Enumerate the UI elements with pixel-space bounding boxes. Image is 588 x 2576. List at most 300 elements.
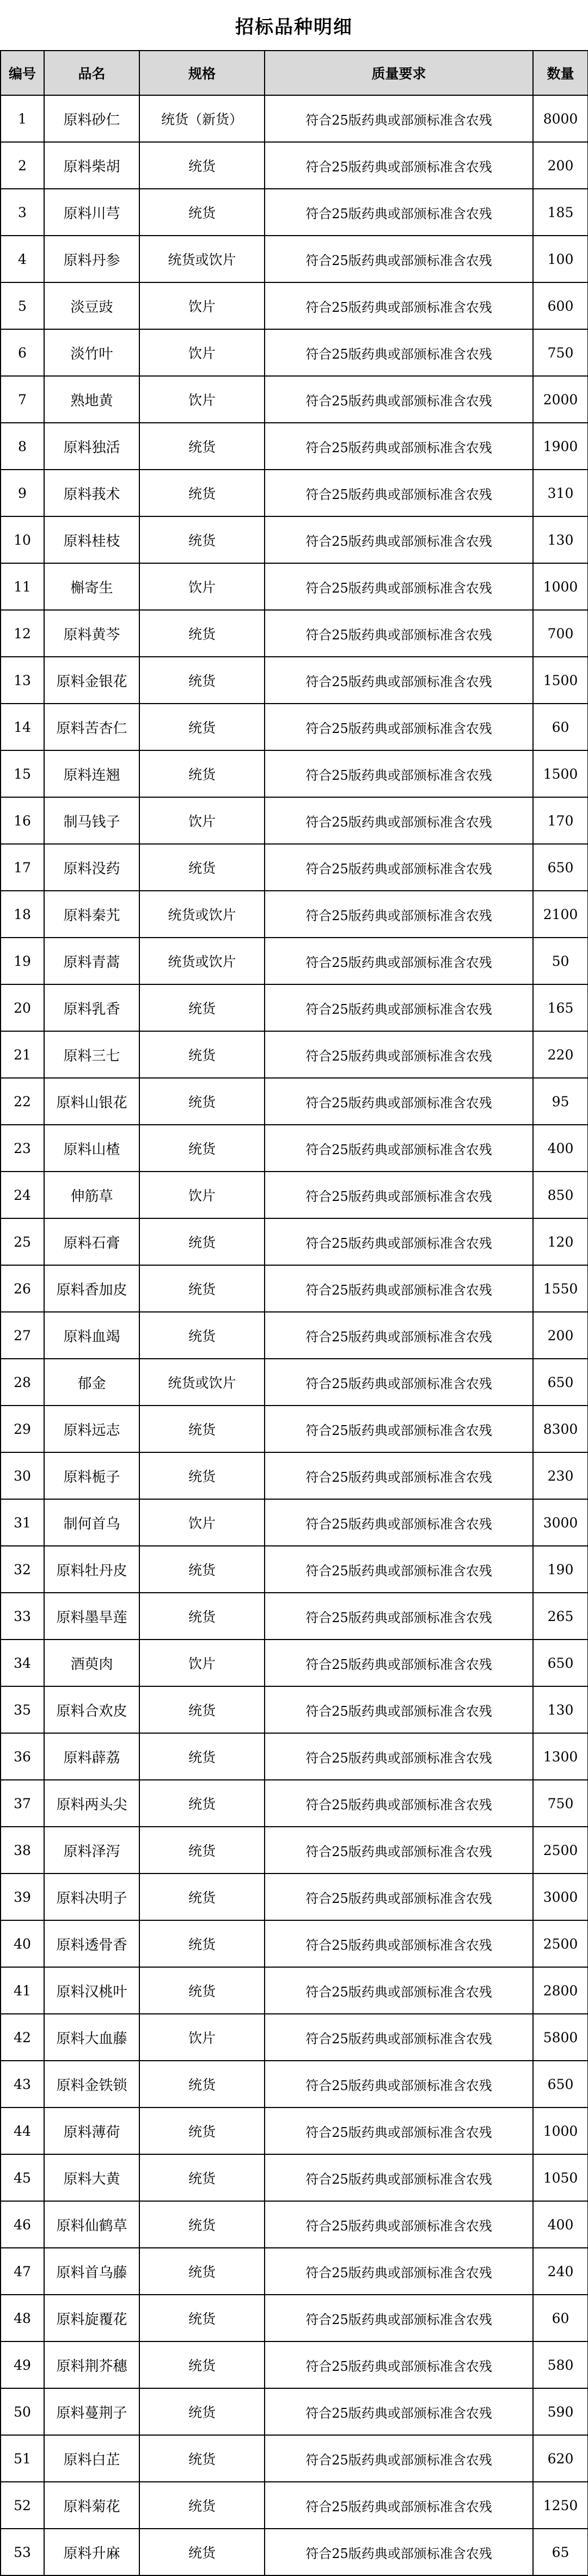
table-row <box>1 1406 588 1452</box>
cell-spec: 统货 <box>139 844 265 891</box>
cell-quality: 符合25版药典或部颁标准含农残 <box>265 2435 533 2482</box>
cell-qty: 750 <box>533 329 588 376</box>
cell-qty: 2500 <box>533 1827 588 1874</box>
cell-no: 18 <box>1 891 44 938</box>
table-row <box>1 1499 588 1546</box>
cell-qty: 60 <box>533 2295 588 2341</box>
cell-spec: 统货 <box>139 610 265 657</box>
table-row <box>1 1031 588 1078</box>
cell-quality: 符合25版药典或部颁标准含农残 <box>265 1733 533 1780</box>
cell-spec: 统货 <box>139 1406 265 1452</box>
cell-no: 35 <box>1 1686 44 1733</box>
cell-qty: 265 <box>533 1593 588 1640</box>
cell-no: 27 <box>1 1312 44 1359</box>
cell-spec: 统货 <box>139 2482 265 2529</box>
cell-name: 原料汉桃叶 <box>44 1967 139 2014</box>
cell-name: 原料白芷 <box>44 2435 139 2482</box>
table-row <box>1 2014 588 2061</box>
cell-no: 34 <box>1 1640 44 1686</box>
cell-spec: 统货 <box>139 1031 265 1078</box>
cell-name: 原料牡丹皮 <box>44 1546 139 1593</box>
cell-spec: 统货 <box>139 2388 265 2435</box>
cell-no: 43 <box>1 2061 44 2107</box>
table-row <box>1 2154 588 2201</box>
cell-spec: 统货 <box>139 1967 265 2014</box>
cell-spec: 统货或饮片 <box>139 236 265 282</box>
cell-name: 原料旋覆花 <box>44 2295 139 2341</box>
cell-qty: 750 <box>533 1780 588 1827</box>
cell-no: 38 <box>1 1827 44 1874</box>
table-row <box>1 1359 588 1406</box>
cell-no: 30 <box>1 1452 44 1499</box>
cell-quality: 符合25版药典或部颁标准含农残 <box>265 1920 533 1967</box>
cell-no: 5 <box>1 282 44 329</box>
table-row <box>1 142 588 189</box>
cell-qty: 1900 <box>533 423 588 470</box>
cell-quality: 符合25版药典或部颁标准含农残 <box>265 2107 533 2154</box>
cell-qty: 310 <box>533 470 588 516</box>
cell-qty: 1550 <box>533 1265 588 1312</box>
cell-quality: 符合25版药典或部颁标准含农残 <box>265 844 533 891</box>
cell-quality: 符合25版药典或部颁标准含农残 <box>265 1359 533 1406</box>
cell-quality: 符合25版药典或部颁标准含农残 <box>265 1406 533 1452</box>
cell-name: 原料栀子 <box>44 1452 139 1499</box>
table-row <box>1 1967 588 2014</box>
cell-quality: 符合25版药典或部颁标准含农残 <box>265 891 533 938</box>
header-name: 品名 <box>44 51 139 95</box>
cell-quality: 符合25版药典或部颁标准含农残 <box>265 516 533 563</box>
cell-quality: 符合25版药典或部颁标准含农残 <box>265 610 533 657</box>
cell-name: 原料丹参 <box>44 236 139 282</box>
cell-qty: 2800 <box>533 1967 588 2014</box>
header-quality: 质量要求 <box>265 51 533 95</box>
table-row <box>1 423 588 470</box>
cell-spec: 统货（新货） <box>139 95 265 142</box>
cell-name: 原料菊花 <box>44 2482 139 2529</box>
cell-quality: 符合25版药典或部颁标准含农残 <box>265 1546 533 1593</box>
cell-qty: 650 <box>533 1640 588 1686</box>
cell-name: 原料薜荔 <box>44 1733 139 1780</box>
cell-no: 50 <box>1 2388 44 2435</box>
cell-no: 15 <box>1 750 44 797</box>
cell-name: 原料黄芩 <box>44 610 139 657</box>
cell-spec: 统货 <box>139 1593 265 1640</box>
cell-qty: 130 <box>533 516 588 563</box>
cell-qty: 240 <box>533 2248 588 2295</box>
cell-name: 原料两头尖 <box>44 1780 139 1827</box>
cell-no: 44 <box>1 2107 44 2154</box>
cell-quality: 符合25版药典或部颁标准含农残 <box>265 1874 533 1920</box>
cell-no: 32 <box>1 1546 44 1593</box>
cell-no: 12 <box>1 610 44 657</box>
cell-spec: 统货或饮片 <box>139 938 265 984</box>
cell-qty: 580 <box>533 2341 588 2388</box>
cell-no: 25 <box>1 1218 44 1265</box>
cell-qty: 1500 <box>533 657 588 704</box>
table-row <box>1 2248 588 2295</box>
table-row <box>1 1733 588 1780</box>
table-row <box>1 1593 588 1640</box>
cell-qty: 130 <box>533 1686 588 1733</box>
header-spec: 规格 <box>139 51 265 95</box>
table-row <box>1 189 588 236</box>
cell-quality: 符合25版药典或部颁标准含农残 <box>265 2014 533 2061</box>
table-row <box>1 2295 588 2341</box>
table-row <box>1 1827 588 1874</box>
cell-no: 6 <box>1 329 44 376</box>
table-row <box>1 2201 588 2248</box>
cell-qty: 185 <box>533 189 588 236</box>
cell-no: 39 <box>1 1874 44 1920</box>
cell-name: 原料青蒿 <box>44 938 139 984</box>
cell-name: 原料金铁锁 <box>44 2061 139 2107</box>
cell-spec: 统货 <box>139 2341 265 2388</box>
header-qty: 数量 <box>533 51 588 95</box>
cell-qty: 850 <box>533 1172 588 1218</box>
cell-name: 淡豆豉 <box>44 282 139 329</box>
cell-qty: 1250 <box>533 2482 588 2529</box>
table-row <box>1 938 588 984</box>
cell-name: 原料川芎 <box>44 189 139 236</box>
table-row <box>1 1218 588 1265</box>
cell-no: 1 <box>1 95 44 142</box>
cell-no: 10 <box>1 516 44 563</box>
cell-name: 熟地黄 <box>44 376 139 423</box>
table-row <box>1 844 588 891</box>
cell-no: 2 <box>1 142 44 189</box>
table-row <box>1 750 588 797</box>
cell-qty: 590 <box>533 2388 588 2435</box>
cell-quality: 符合25版药典或部颁标准含农残 <box>265 2154 533 2201</box>
cell-quality: 符合25版药典或部颁标准含农残 <box>265 376 533 423</box>
cell-quality: 符合25版药典或部颁标准含农残 <box>265 2248 533 2295</box>
cell-no: 53 <box>1 2529 44 2575</box>
cell-qty: 170 <box>533 797 588 844</box>
cell-spec: 饮片 <box>139 563 265 610</box>
cell-no: 9 <box>1 470 44 516</box>
cell-name: 原料透骨香 <box>44 1920 139 1967</box>
table-row <box>1 1452 588 1499</box>
cell-qty: 650 <box>533 844 588 891</box>
table-row <box>1 329 588 376</box>
table-row <box>1 563 588 610</box>
cell-quality: 符合25版药典或部颁标准含农残 <box>265 1031 533 1078</box>
cell-quality: 符合25版药典或部颁标准含农残 <box>265 1593 533 1640</box>
cell-spec: 统货 <box>139 2248 265 2295</box>
cell-name: 原料血竭 <box>44 1312 139 1359</box>
cell-name: 槲寄生 <box>44 563 139 610</box>
cell-quality: 符合25版药典或部颁标准含农残 <box>265 470 533 516</box>
cell-name: 原料泽泻 <box>44 1827 139 1874</box>
cell-name: 原料独活 <box>44 423 139 470</box>
cell-name: 原料柴胡 <box>44 142 139 189</box>
table-body <box>1 95 588 2575</box>
cell-name: 原料石膏 <box>44 1218 139 1265</box>
cell-spec: 饮片 <box>139 1499 265 1546</box>
cell-spec: 统货 <box>139 470 265 516</box>
cell-quality: 符合25版药典或部颁标准含农残 <box>265 750 533 797</box>
cell-qty: 700 <box>533 610 588 657</box>
table-row <box>1 891 588 938</box>
cell-no: 52 <box>1 2482 44 2529</box>
cell-qty: 620 <box>533 2435 588 2482</box>
table-row <box>1 704 588 750</box>
cell-spec: 统货 <box>139 142 265 189</box>
cell-spec: 统货 <box>139 657 265 704</box>
cell-qty: 220 <box>533 1031 588 1078</box>
cell-spec: 统货 <box>139 750 265 797</box>
cell-spec: 统货 <box>139 1312 265 1359</box>
cell-name: 原料决明子 <box>44 1874 139 1920</box>
cell-qty: 100 <box>533 236 588 282</box>
cell-name: 原料大血藤 <box>44 2014 139 2061</box>
cell-qty: 8300 <box>533 1406 588 1452</box>
cell-no: 41 <box>1 1967 44 2014</box>
cell-name: 原料香加皮 <box>44 1265 139 1312</box>
cell-spec: 统货 <box>139 2201 265 2248</box>
cell-no: 36 <box>1 1733 44 1780</box>
cell-quality: 符合25版药典或部颁标准含农残 <box>265 95 533 142</box>
cell-name: 原料荆芥穗 <box>44 2341 139 2388</box>
cell-quality: 符合25版药典或部颁标准含农残 <box>265 2295 533 2341</box>
table-row <box>1 236 588 282</box>
cell-qty: 1050 <box>533 2154 588 2201</box>
cell-name: 制何首乌 <box>44 1499 139 1546</box>
cell-quality: 符合25版药典或部颁标准含农残 <box>265 1218 533 1265</box>
header-no: 编号 <box>1 51 44 95</box>
cell-quality: 符合25版药典或部颁标准含农残 <box>265 1452 533 1499</box>
cell-spec: 统货 <box>139 1546 265 1593</box>
cell-quality: 符合25版药典或部颁标准含农残 <box>265 1172 533 1218</box>
cell-name: 原料没药 <box>44 844 139 891</box>
cell-spec: 统货 <box>139 2107 265 2154</box>
cell-qty: 230 <box>533 1452 588 1499</box>
cell-name: 原料秦艽 <box>44 891 139 938</box>
cell-qty: 2500 <box>533 1920 588 1967</box>
cell-qty: 650 <box>533 1359 588 1406</box>
cell-qty: 200 <box>533 1312 588 1359</box>
cell-name: 原料砂仁 <box>44 95 139 142</box>
cell-quality: 符合25版药典或部颁标准含农残 <box>265 938 533 984</box>
cell-name: 原料首乌藤 <box>44 2248 139 2295</box>
cell-no: 7 <box>1 376 44 423</box>
table-row <box>1 470 588 516</box>
cell-spec: 统货 <box>139 2295 265 2341</box>
cell-quality: 符合25版药典或部颁标准含农残 <box>265 2529 533 2575</box>
cell-spec: 统货 <box>139 1780 265 1827</box>
cell-no: 8 <box>1 423 44 470</box>
cell-qty: 1000 <box>533 2107 588 2154</box>
table-row <box>1 1078 588 1125</box>
cell-quality: 符合25版药典或部颁标准含农残 <box>265 797 533 844</box>
cell-name: 原料仙鹤草 <box>44 2201 139 2248</box>
cell-qty: 2100 <box>533 891 588 938</box>
cell-qty: 2000 <box>533 376 588 423</box>
cell-quality: 符合25版药典或部颁标准含农残 <box>265 423 533 470</box>
table-row <box>1 2435 588 2482</box>
table-row <box>1 282 588 329</box>
cell-spec: 饮片 <box>139 797 265 844</box>
cell-no: 16 <box>1 797 44 844</box>
cell-spec: 饮片 <box>139 329 265 376</box>
page-title: 招标品种明细 <box>235 16 353 38</box>
cell-spec: 统货 <box>139 1733 265 1780</box>
cell-qty: 1300 <box>533 1733 588 1780</box>
cell-spec: 统货 <box>139 516 265 563</box>
cell-no: 47 <box>1 2248 44 2295</box>
cell-no: 49 <box>1 2341 44 2388</box>
cell-no: 42 <box>1 2014 44 2061</box>
table-row <box>1 610 588 657</box>
cell-spec: 统货 <box>139 2061 265 2107</box>
table-row <box>1 2341 588 2388</box>
table-row <box>1 516 588 563</box>
cell-qty: 50 <box>533 938 588 984</box>
cell-no: 28 <box>1 1359 44 1406</box>
cell-quality: 符合25版药典或部颁标准含农残 <box>265 984 533 1031</box>
table-row <box>1 1920 588 1967</box>
cell-no: 11 <box>1 563 44 610</box>
table-row <box>1 2107 588 2154</box>
cell-name: 原料远志 <box>44 1406 139 1452</box>
cell-name: 原料乳香 <box>44 984 139 1031</box>
cell-qty: 650 <box>533 2061 588 2107</box>
table-row <box>1 95 588 142</box>
cell-spec: 统货 <box>139 2529 265 2575</box>
cell-spec: 统货 <box>139 1125 265 1172</box>
table-row <box>1 1265 588 1312</box>
cell-name: 原料桂枝 <box>44 516 139 563</box>
cell-no: 29 <box>1 1406 44 1452</box>
table-row <box>1 2061 588 2107</box>
cell-name: 原料金银花 <box>44 657 139 704</box>
table-row <box>1 1312 588 1359</box>
cell-name: 原料山楂 <box>44 1125 139 1172</box>
cell-no: 33 <box>1 1593 44 1640</box>
cell-spec: 统货 <box>139 704 265 750</box>
cell-quality: 符合25版药典或部颁标准含农残 <box>265 142 533 189</box>
cell-quality: 符合25版药典或部颁标准含农残 <box>265 2482 533 2529</box>
table-row <box>1 1780 588 1827</box>
table-header-row <box>1 51 588 95</box>
table-row <box>1 2388 588 2435</box>
cell-name: 原料薄荷 <box>44 2107 139 2154</box>
cell-qty: 600 <box>533 282 588 329</box>
cell-quality: 符合25版药典或部颁标准含农残 <box>265 1780 533 1827</box>
table-row <box>1 376 588 423</box>
cell-no: 22 <box>1 1078 44 1125</box>
cell-name: 原料合欢皮 <box>44 1686 139 1733</box>
cell-quality: 符合25版药典或部颁标准含农残 <box>265 1827 533 1874</box>
cell-no: 13 <box>1 657 44 704</box>
cell-spec: 统货 <box>139 189 265 236</box>
table-row <box>1 657 588 704</box>
table-row <box>1 797 588 844</box>
cell-name: 原料三七 <box>44 1031 139 1078</box>
cell-qty: 190 <box>533 1546 588 1593</box>
cell-spec: 统货 <box>139 1265 265 1312</box>
cell-quality: 符合25版药典或部颁标准含农残 <box>265 1078 533 1125</box>
table-row <box>1 984 588 1031</box>
cell-spec: 统货 <box>139 1218 265 1265</box>
cell-quality: 符合25版药典或部颁标准含农残 <box>265 563 533 610</box>
cell-no: 24 <box>1 1172 44 1218</box>
cell-spec: 统货 <box>139 1920 265 1967</box>
cell-name: 制马钱子 <box>44 797 139 844</box>
cell-quality: 符合25版药典或部颁标准含农残 <box>265 1312 533 1359</box>
cell-quality: 符合25版药典或部颁标准含农残 <box>265 329 533 376</box>
cell-quality: 符合25版药典或部颁标准含农残 <box>265 2388 533 2435</box>
cell-quality: 符合25版药典或部颁标准含农残 <box>265 236 533 282</box>
cell-name: 淡竹叶 <box>44 329 139 376</box>
cell-spec: 饮片 <box>139 1172 265 1218</box>
cell-name: 原料苦杏仁 <box>44 704 139 750</box>
cell-no: 40 <box>1 1920 44 1967</box>
table-row <box>1 2482 588 2529</box>
cell-spec: 统货 <box>139 984 265 1031</box>
table-row <box>1 1686 588 1733</box>
cell-quality: 符合25版药典或部颁标准含农残 <box>265 2341 533 2388</box>
cell-qty: 60 <box>533 704 588 750</box>
cell-no: 23 <box>1 1125 44 1172</box>
cell-qty: 5800 <box>533 2014 588 2061</box>
table-row <box>1 1874 588 1920</box>
cell-no: 26 <box>1 1265 44 1312</box>
cell-quality: 符合25版药典或部颁标准含农残 <box>265 1265 533 1312</box>
cell-quality: 符合25版药典或部颁标准含农残 <box>265 1499 533 1546</box>
cell-no: 4 <box>1 236 44 282</box>
cell-quality: 符合25版药典或部颁标准含农残 <box>265 189 533 236</box>
cell-quality: 符合25版药典或部颁标准含农残 <box>265 282 533 329</box>
cell-spec: 统货 <box>139 423 265 470</box>
cell-name: 原料大黄 <box>44 2154 139 2201</box>
cell-name: 原料莪术 <box>44 470 139 516</box>
cell-no: 21 <box>1 1031 44 1078</box>
cell-spec: 饮片 <box>139 2014 265 2061</box>
cell-spec: 统货 <box>139 2154 265 2201</box>
cell-qty: 95 <box>533 1078 588 1125</box>
table-row <box>1 1125 588 1172</box>
cell-name: 郁金 <box>44 1359 139 1406</box>
bid-items-table <box>0 50 588 2576</box>
cell-quality: 符合25版药典或部颁标准含农残 <box>265 657 533 704</box>
cell-no: 3 <box>1 189 44 236</box>
cell-spec: 饮片 <box>139 282 265 329</box>
cell-quality: 符合25版药典或部颁标准含农残 <box>265 1686 533 1733</box>
cell-name: 酒萸肉 <box>44 1640 139 1686</box>
cell-qty: 3000 <box>533 1874 588 1920</box>
cell-qty: 8000 <box>533 95 588 142</box>
cell-qty: 400 <box>533 1125 588 1172</box>
cell-qty: 1000 <box>533 563 588 610</box>
cell-qty: 3000 <box>533 1499 588 1546</box>
cell-spec: 统货或饮片 <box>139 1359 265 1406</box>
cell-no: 19 <box>1 938 44 984</box>
cell-qty: 65 <box>533 2529 588 2575</box>
cell-no: 14 <box>1 704 44 750</box>
cell-name: 原料升麻 <box>44 2529 139 2575</box>
cell-name: 原料山银花 <box>44 1078 139 1125</box>
cell-spec: 统货 <box>139 1827 265 1874</box>
table-row <box>1 1172 588 1218</box>
cell-spec: 统货 <box>139 1686 265 1733</box>
cell-spec: 统货 <box>139 1452 265 1499</box>
cell-name: 原料墨旱莲 <box>44 1593 139 1640</box>
cell-no: 31 <box>1 1499 44 1546</box>
cell-spec: 统货 <box>139 2435 265 2482</box>
cell-quality: 符合25版药典或部颁标准含农残 <box>265 2201 533 2248</box>
cell-no: 37 <box>1 1780 44 1827</box>
